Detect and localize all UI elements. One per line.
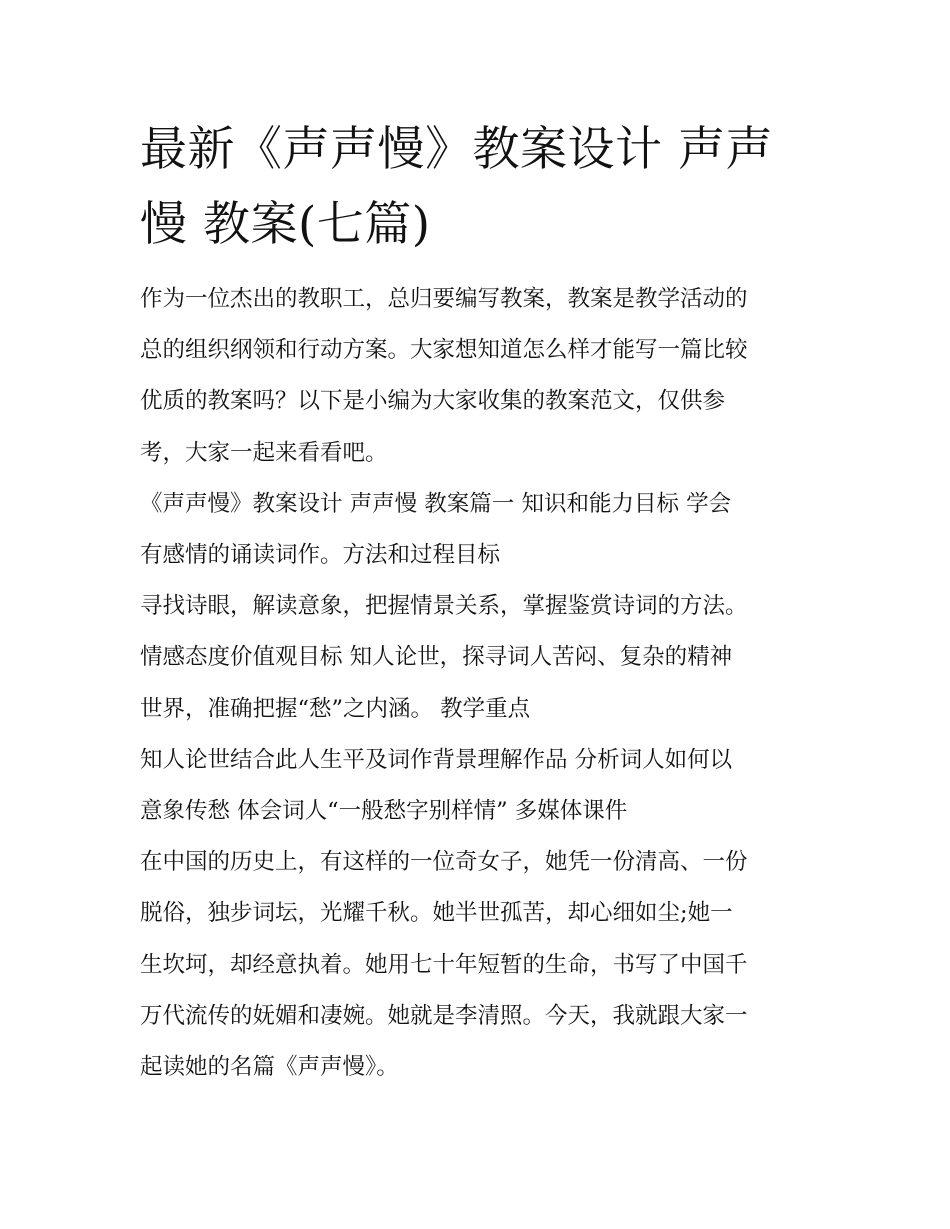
body-line: 脱俗，独步词坛，光耀千秋。她半世孤苦，却心细如尘;她一	[140, 900, 733, 927]
body-line: 《声声慢》教案设计 声声慢 教案篇一 知识和能力目标 学会	[140, 490, 732, 517]
body-line: 万代流传的妩媚和凄婉。她就是李清照。今天，我就跟大家一	[140, 1002, 748, 1029]
body-line: 寻找诗眼，解读意象，把握情景关系，掌握鉴赏诗词的方法。	[140, 593, 748, 620]
body-line: 世界，准确把握“愁”之内涵。 教学重点	[140, 695, 531, 722]
body-line: 意象传愁 体会词人“一般愁字别样情” 多媒体课件	[140, 798, 628, 825]
body-line: 起读她的名篇《声声慢》。	[140, 1054, 399, 1081]
body-line: 考，大家一起来看看吧。	[140, 439, 388, 466]
body-line: 在中国的历史上，有这样的一位奇女子，她凭一份清高、一份	[140, 849, 748, 876]
body-line: 作为一位杰出的教职工，总归要编写教案，教案是教学活动的	[140, 286, 748, 312]
body-line: 优质的教案吗？以下是小编为大家收集的教案范文，仅供参	[140, 388, 726, 415]
document-body	[140, 274, 815, 1093]
body-line: 总的组织纲领和行动方案。大家想知道怎么样才能写一篇比较	[140, 337, 748, 364]
title-line: 最新《声声慢》教案设计 声声	[140, 122, 773, 177]
document-page	[140, 112, 815, 1093]
body-line: 有感情的诵读词作。方法和过程目标	[140, 542, 501, 569]
body-line: 知人论世结合此人生平及词作背景理解作品 分析词人如何以	[140, 746, 733, 773]
document-title	[140, 112, 815, 262]
body-line: 情感态度价值观目标 知人论世，探寻词人苦闷、复杂的精神	[140, 644, 733, 671]
title-line: 慢 教案(七篇)	[140, 197, 431, 252]
body-line: 生坎坷，却经意执着。她用七十年短暂的生命，书写了中国千	[140, 951, 748, 978]
